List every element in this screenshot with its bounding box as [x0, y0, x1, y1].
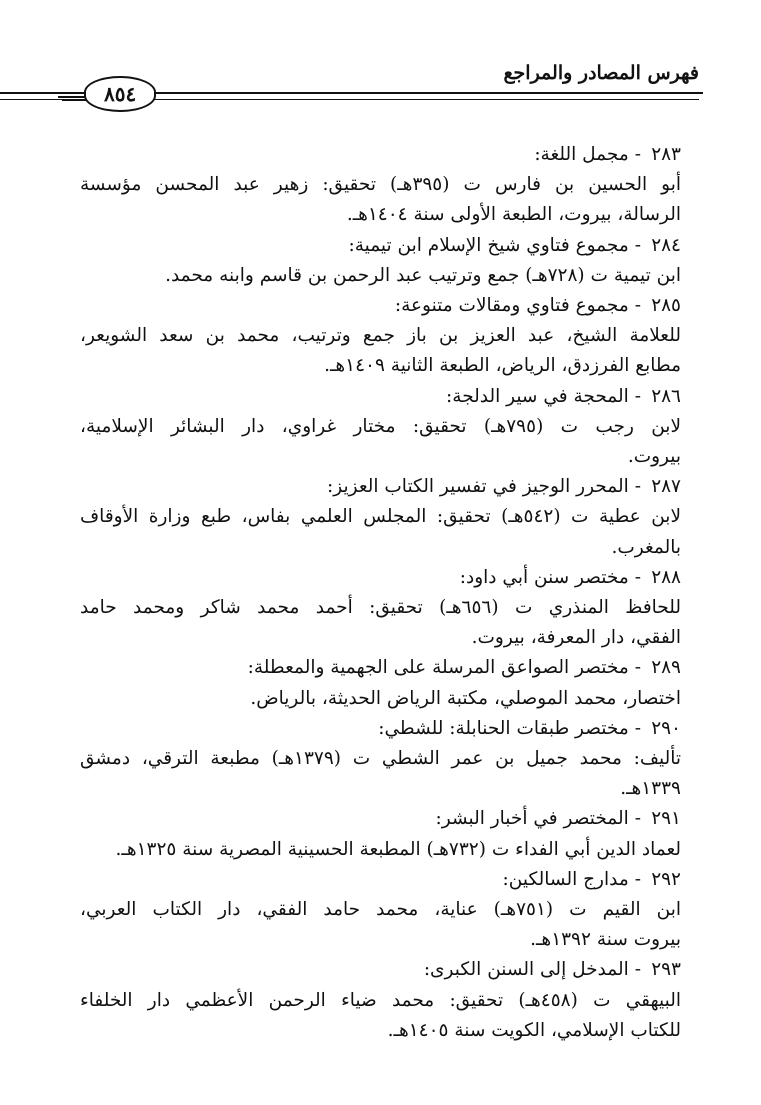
entry-number: ٢٨٥	[651, 295, 681, 317]
entry-dash: -	[634, 295, 641, 317]
entry-detail-line: ابن تيمية ت (٧٢٨هـ) جمع وترتيب عبد الرحمن بن قاسم وابنه محمد.	[165, 264, 681, 286]
entry-detail-line: لابن عطية ت (٥٤٢هـ) تحقيق: المجلس العلمي بفاس، طبع وزارة الأوقاف	[80, 506, 681, 528]
page-number-rule-thin	[62, 100, 86, 101]
entry-dash: -	[634, 234, 641, 256]
entry-detail-line: الرسالة، بيروت، الطبعة الأولى سنة ١٤٠٤هـ.	[346, 204, 681, 226]
entry-number: ٢٨٨	[651, 566, 681, 588]
entry-number: ٢٩٢	[651, 868, 681, 890]
entry-dash: -	[634, 566, 641, 588]
entry-title: مدارج السالكين:	[502, 868, 629, 890]
entry-number: ٢٨٤	[651, 234, 681, 256]
bibliography-entry	[80, 231, 681, 291]
entry-detail-line: بالمغرب.	[611, 536, 681, 558]
entry-title: مختصر سنن أبي داود:	[459, 566, 629, 588]
entry-number: ٢٨٦	[651, 385, 681, 407]
entry-detail-line: لابن رجب ت (٧٩٥هـ) تحقيق: مختار غراوي، دار البشائر الإسلامية،	[80, 415, 681, 437]
entry-dash: -	[634, 144, 641, 165]
entry-dash: -	[634, 385, 641, 407]
bibliography-entry	[80, 653, 681, 713]
entry-dash: -	[634, 476, 641, 498]
bibliography-entry	[80, 563, 681, 654]
bibliography-entry	[80, 291, 681, 382]
bibliography-entry	[80, 382, 681, 473]
entry-dash: -	[634, 868, 641, 890]
entry-detail-line: تأليف: محمد جميل بن عمر الشطي ت (١٣٧٩هـ) مطبعة الترقي، دمشق	[80, 748, 681, 770]
entry-title: مجموع فتاوي شيخ الإسلام ابن تيمية:	[348, 234, 629, 256]
entry-heading	[80, 955, 681, 985]
entry-heading	[80, 865, 681, 895]
entry-number: ٢٨٣	[651, 144, 681, 165]
entry-title: مجمل اللغة:	[534, 144, 629, 165]
entry-detail-line: اختصار، محمد الموصلي، مكتبة الرياض الحديثة، بالرياض.	[250, 687, 681, 709]
entry-heading	[80, 382, 681, 412]
entry-title: المدخل إلى السنن الكبرى:	[423, 959, 629, 981]
entry-heading	[80, 231, 681, 261]
entry-heading	[80, 714, 681, 744]
bibliography-entry	[80, 865, 681, 956]
entry-heading	[80, 804, 681, 834]
running-header-title: فهرس المصادر والمراجع	[503, 62, 699, 84]
entry-title: المختصر في أخبار البشر:	[435, 808, 629, 830]
entry-dash: -	[634, 808, 641, 830]
entry-detail-line: ابن القيم ت (٧٥١هـ) عناية، محمد حامد الفقي، دار الكتاب العربي،	[80, 899, 681, 921]
entry-dash: -	[634, 959, 641, 981]
bibliography-entry	[80, 472, 681, 563]
entry-title: المحرر الوجيز في تفسير الكتاب العزيز:	[327, 476, 629, 498]
entry-detail-line: البيهقي ت (٤٥٨هـ) تحقيق: محمد ضياء الرحمن الأعظمي دار الخلفاء	[80, 989, 681, 1011]
entry-number: ٢٩٠	[651, 717, 681, 739]
entry-title: مختصر طبقات الحنابلة: للشطي:	[378, 717, 629, 739]
entry-heading	[80, 291, 681, 321]
entry-detail-line: ١٣٣٩هـ.	[620, 778, 681, 800]
entry-detail-line: لعماد الدين أبي الفداء ت (٧٣٢هـ) المطبعة الحسينية المصرية سنة ١٣٢٥هـ.	[115, 838, 681, 860]
entry-number: ٢٩١	[651, 808, 681, 830]
entry-detail-line: للعلامة الشيخ، عبد العزيز بن باز جمع وترتيب، محمد بن سعد الشويعر،	[80, 325, 681, 347]
bibliography-entry	[80, 714, 681, 805]
entry-detail-line: أبو الحسين بن فارس ت (٣٩٥هـ) تحقيق: زهير عبد المحسن مؤسسة	[80, 174, 681, 196]
page-number: ٨٥٤	[84, 76, 156, 112]
entry-detail-line: للكتاب الإسلامي، الكويت سنة ١٤٠٥هـ.	[387, 1019, 681, 1041]
entry-heading	[80, 472, 681, 502]
entry-dash: -	[634, 657, 641, 679]
entry-heading	[80, 140, 681, 170]
entry-detail-line: للحافظ المنذري ت (٦٥٦هـ) تحقيق: أحمد محمد شاكر ومحمد حامد	[80, 597, 682, 619]
entry-dash: -	[634, 717, 641, 739]
entry-number: ٢٨٩	[651, 657, 681, 679]
entry-detail-line: بيروت سنة ١٣٩٢هـ.	[530, 929, 681, 951]
entry-number: ٢٩٣	[651, 959, 681, 981]
bibliography-list	[80, 140, 681, 1046]
entry-title: مجموع فتاوي ومقالات متنوعة:	[394, 295, 629, 317]
entry-heading	[80, 653, 681, 683]
bibliography-entry	[80, 955, 681, 1046]
entry-title: المحجة في سير الدلجة:	[446, 385, 629, 407]
bibliography-entry	[80, 140, 681, 231]
bibliography-entry	[80, 804, 681, 864]
entry-number: ٢٨٧	[651, 476, 681, 498]
entry-detail-line: بيروت.	[627, 446, 681, 468]
entry-detail-line: مطابع الفرزدق، الرياض، الطبعة الثانية ١٤٠٩هـ.	[324, 355, 681, 377]
entry-title: مختصر الصواعق المرسلة على الجهمية والمعطلة:	[247, 657, 629, 679]
entry-heading	[80, 563, 681, 593]
entry-detail-line: الفقي، دار المعرفة، بيروت.	[471, 627, 681, 649]
